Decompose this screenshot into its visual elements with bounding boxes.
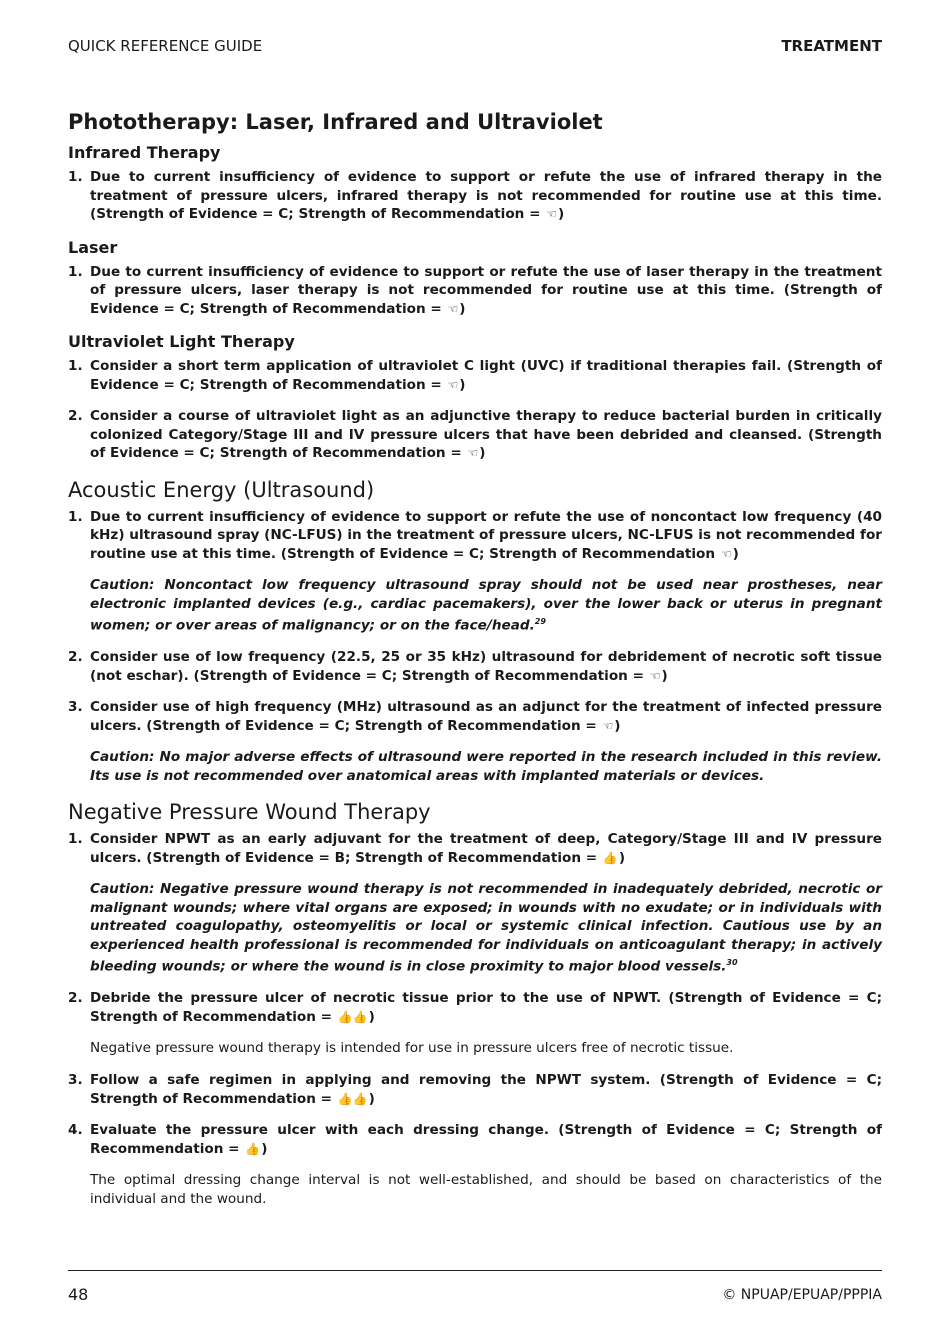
- item-body: Due to current insufficiency of evidence to support or refute the use of noncontact low frequency (40 kHz) ultrasound spray (NC-LFUS) in the treatment of pressure ulcers, NC-LFUS is not recommended for routine use at this time. (Strength of Evidence = C; Strength of Recommendation: [90, 508, 882, 562]
- page-number: 48: [68, 1285, 89, 1304]
- item-number: 1.: [68, 831, 83, 848]
- thumbs-up-icon: 👍: [602, 850, 618, 865]
- item-number: 3.: [68, 1072, 83, 1089]
- item-body: Due to current insufficiency of evidence to support or refute the use of laser therapy in the treatment of pressure ulcers, laser therapy is not recommended for routine use at this time. (Strength of Evidence = C; Strength of Recommendation =: [90, 263, 882, 317]
- double-thumbs-up-icon: 👍👍: [337, 1009, 368, 1024]
- caution-body: Caution: Negative pressure wound therapy is not recommended in inadequately debrided, necrotic or malignant wounds; where vital organs are exposed; in wounds with no exudate; or in individuals with untreated coagulopathy, osteomyelitis or local or systemic clinical infection. Cautious use by an experienced health professional is recommended for individuals on anticoagulant therapy; in actively bleeding wounds; or where the wound is in close proximity to major blood vessels.: [90, 881, 882, 975]
- item-number: 1.: [68, 358, 83, 374]
- ultraviolet-heading: Ultraviolet Light Therapy: [68, 332, 295, 351]
- recommendation-item: [68, 508, 882, 564]
- acoustic-heading: Acoustic Energy (Ultrasound): [68, 477, 375, 502]
- pointing-hand-icon: ☜: [649, 668, 661, 683]
- note-text: The optimal dressing change interval is not well-established, and should be based on characteristics of the individual and the wound.: [90, 1172, 882, 1208]
- running-header: [68, 37, 882, 57]
- item-number: 2.: [68, 408, 83, 424]
- item-text: [90, 263, 882, 319]
- item-text: [90, 508, 882, 564]
- item-body: Follow a safe regimen in applying and removing the NPWT system. (Strength of Evidence = C; Strength of Recommendation =: [90, 1072, 882, 1107]
- reference-superscript: 30: [726, 958, 738, 968]
- item-body: Consider use of low frequency (22.5, 25 or 35 kHz) ultrasound for debridement of necrotic soft tissue (not eschar). (Strength of Evidence = C; Strength of Recommendation =: [90, 649, 882, 684]
- item-close: ): [261, 1140, 268, 1157]
- laser-heading: Laser: [68, 237, 118, 257]
- copyright-notice: © NPUAP/EPUAP/PPPIA: [722, 1287, 882, 1303]
- item-text: [90, 698, 882, 735]
- item-close: ): [459, 300, 466, 317]
- item-text: [90, 407, 882, 463]
- item-close: ): [459, 376, 466, 393]
- guide-title: QUICK REFERENCE GUIDE: [68, 37, 263, 55]
- chapter-title: TREATMENT: [781, 37, 882, 55]
- item-text: [90, 168, 882, 224]
- recommendation-item: [68, 1071, 882, 1108]
- item-number: 3.: [68, 699, 83, 716]
- item-close: ): [368, 1008, 375, 1025]
- recommendation-item: [68, 989, 882, 1026]
- item-number: 1.: [68, 169, 83, 185]
- recommendation-item: [68, 648, 882, 685]
- recommendation-item: [68, 263, 882, 319]
- recommendation-item: [68, 357, 882, 394]
- item-body: Evaluate the pressure ulcer with each dressing change. (Strength of Evidence = C; Strength of Recommendation =: [90, 1122, 882, 1157]
- pointing-hand-icon: ☜: [467, 446, 479, 460]
- thumbs-up-icon: 👍: [245, 1141, 261, 1156]
- npwt-heading: Negative Pressure Wound Therapy: [68, 800, 431, 825]
- pointing-hand-icon: ☜: [602, 718, 614, 733]
- item-number: 2.: [68, 649, 83, 666]
- caution-text: [90, 576, 882, 635]
- item-number: 2.: [68, 990, 83, 1007]
- item-body: Consider a short term application of ultraviolet C light (UVC) if traditional therapies fail. (Strength of Evidence = C; Strength of Recommendation =: [90, 358, 882, 393]
- item-close: ): [732, 545, 739, 562]
- footer-divider: [68, 1270, 882, 1271]
- item-text: [90, 357, 882, 394]
- item-text: [90, 1071, 882, 1108]
- note-text: Negative pressure wound therapy is intended for use in pressure ulcers free of necrotic tissue.: [90, 1040, 734, 1057]
- pointing-hand-icon: ☜: [546, 207, 557, 221]
- reference-superscript: 29: [534, 617, 546, 626]
- item-body: Consider a course of ultraviolet light as an adjunctive therapy to reduce bacterial burden in critically colonized Category/Stage III and IV pressure ulcers that have been debrided and cleansed. (Strength of Evidence = C; Strength of Recommendation =: [90, 408, 882, 461]
- infrared-heading: Infrared Therapy: [68, 143, 221, 162]
- item-body: Consider NPWT as an early adjuvant for the treatment of deep, Category/Stage III and IV pressure ulcers. (Strength of Evidence = B; Strength of Recommendation =: [90, 831, 882, 866]
- recommendation-item: [68, 407, 882, 463]
- recommendation-item: [68, 168, 882, 224]
- item-close: ): [368, 1090, 375, 1107]
- item-close: ): [479, 445, 486, 461]
- recommendation-item: [68, 698, 882, 735]
- item-close: ): [614, 717, 621, 734]
- item-text: [90, 648, 882, 685]
- caution-text: Caution: No major adverse effects of ultrasound were reported in the research included in this review. Its use is not recommended over anatomical areas with implanted materials or devices.: [90, 749, 882, 784]
- item-close: ): [661, 667, 668, 684]
- item-body: Debride the pressure ulcer of necrotic tissue prior to the use of NPWT. (Strength of Evidence = C; Strength of Recommendation =: [90, 990, 882, 1025]
- pointing-hand-icon: ☜: [447, 377, 459, 392]
- item-close: ): [557, 206, 565, 222]
- item-number: 1.: [68, 263, 83, 280]
- item-number: 1.: [68, 508, 83, 525]
- caution-text: [90, 880, 882, 976]
- pointing-hand-icon: ☜: [720, 546, 732, 561]
- item-text: [90, 830, 882, 867]
- caution-body: Caution: Noncontact low frequency ultrasound spray should not be used near prostheses, near electronic implanted devices (e.g., cardiac pacemakers), over the lower back or uterus in pregnant women; or over areas of malignancy; or on the face/head.: [90, 577, 882, 634]
- item-close: ): [618, 849, 626, 866]
- page-content: [68, 109, 882, 1222]
- item-body: Consider use of high frequency (MHz) ultrasound as an adjunct for the treatment of infected pressure ulcers. (Strength of Evidence = C; Strength of Recommendation =: [90, 699, 882, 734]
- recommendation-item: [68, 830, 882, 867]
- item-number: 4.: [68, 1122, 83, 1139]
- item-text: [90, 1121, 882, 1158]
- phototherapy-heading: Phototherapy: Laser, Infrared and Ultraviolet: [68, 110, 603, 134]
- double-thumbs-up-icon: 👍👍: [337, 1091, 368, 1106]
- item-body: Due to current insufficiency of evidence to support or refute the use of infrared therapy in the treatment of pressure ulcers, infrared therapy is not recommended for routine use at this time. (Strength of Evidence = C; Strength of Recommendation =: [90, 169, 882, 222]
- pointing-hand-icon: ☜: [447, 301, 459, 316]
- item-text: [90, 989, 882, 1026]
- recommendation-item: [68, 1121, 882, 1158]
